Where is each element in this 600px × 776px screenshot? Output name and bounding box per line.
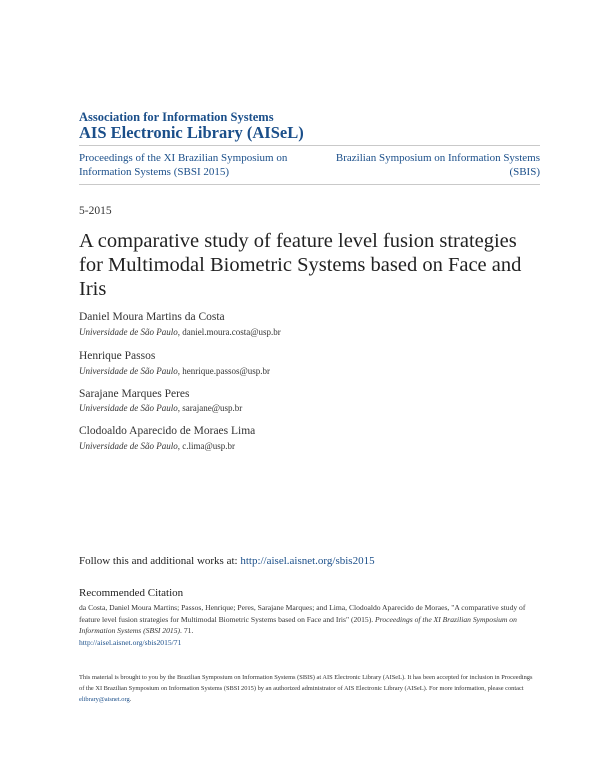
citation-text [79,602,539,648]
author-affiliation [79,403,242,413]
author-institution: Universidade de São Paulo [79,366,178,376]
proceedings-link[interactable]: Proceedings of the XI Brazilian Symposium on Information Systems (SBSI 2015) [79,152,288,178]
footer-text: This material is brought to you by the Brazilian Symposium on Information Systems (SBIS) at AIS Electronic Library (AISeL). It has been accepted for inclusion in Proceedings of the XI Brazilian Symposium on Information Systems (SBSI 2015) by an authorized administrator of AIS Electronic Library (AISeL). For more information, please contact [79,674,533,692]
citation-end: . 71. [180,626,194,635]
author-email: , c.lima@usp.br [177,441,236,451]
symposium-link-line2[interactable]: (SBIS) [509,166,540,178]
recommended-citation-heading: Recommended Citation [79,587,184,599]
author-affiliation [79,327,281,337]
citation-link[interactable]: http://aisel.aisnet.org/sbis2015/71 [79,637,182,647]
author-name: Daniel Moura Martins da Costa [79,311,225,323]
citation-proceedings: Proceedings of the XI Brazilian Symposium on Information Systems (SBSI 2015) [79,614,517,635]
publication-date: 5-2015 [79,205,112,217]
author-name: Clodoaldo Aparecido de Moraes Lima [79,425,256,437]
library-name-link[interactable]: AIS Electronic Library (AISeL) [79,123,304,142]
author-affiliation [79,441,235,451]
author-email: , henrique.passos@usp.br [177,366,271,376]
bottom-divider [79,184,540,185]
top-divider [79,145,540,146]
follow-text: Follow this and additional works at: [79,555,241,567]
citation-main: da Costa, Daniel Moura Martins; Passos, Henrique; Peres, Sarajane Marques; and Lima, Clodoaldo Aparecido de Moraes, "A comparative study of feature level fusion strategies for Multimodal Biometric Systems based on Face and Iris" (2015). [79,603,526,624]
author-name: Henrique Passos [79,350,156,362]
footer-notice [79,672,539,705]
follow-link[interactable]: http://aisel.aisnet.org/sbis2015 [240,555,375,567]
author-institution: Universidade de São Paulo [79,403,178,413]
author-email: , daniel.moura.costa@usp.br [177,327,281,337]
author-institution: Universidade de São Paulo [79,327,178,337]
org-name: Association for Information Systems [79,110,274,124]
author-email: , sarajane@usp.br [177,403,243,413]
follow-line [79,555,375,567]
contact-email-link[interactable]: elibrary@aisnet.org [79,696,130,703]
symposium-link-line1[interactable]: Brazilian Symposium on Information Systems [335,152,540,164]
author-name: Sarajane Marques Peres [79,388,190,400]
paper-title: A comparative study of feature level fusion strategies for Multimodal Biometric Systems based on Face and Iris [79,230,522,300]
symposium-link[interactable] [310,151,540,179]
author-institution: Universidade de São Paulo [79,441,178,451]
author-affiliation [79,366,270,376]
footer-end: . [129,696,132,703]
